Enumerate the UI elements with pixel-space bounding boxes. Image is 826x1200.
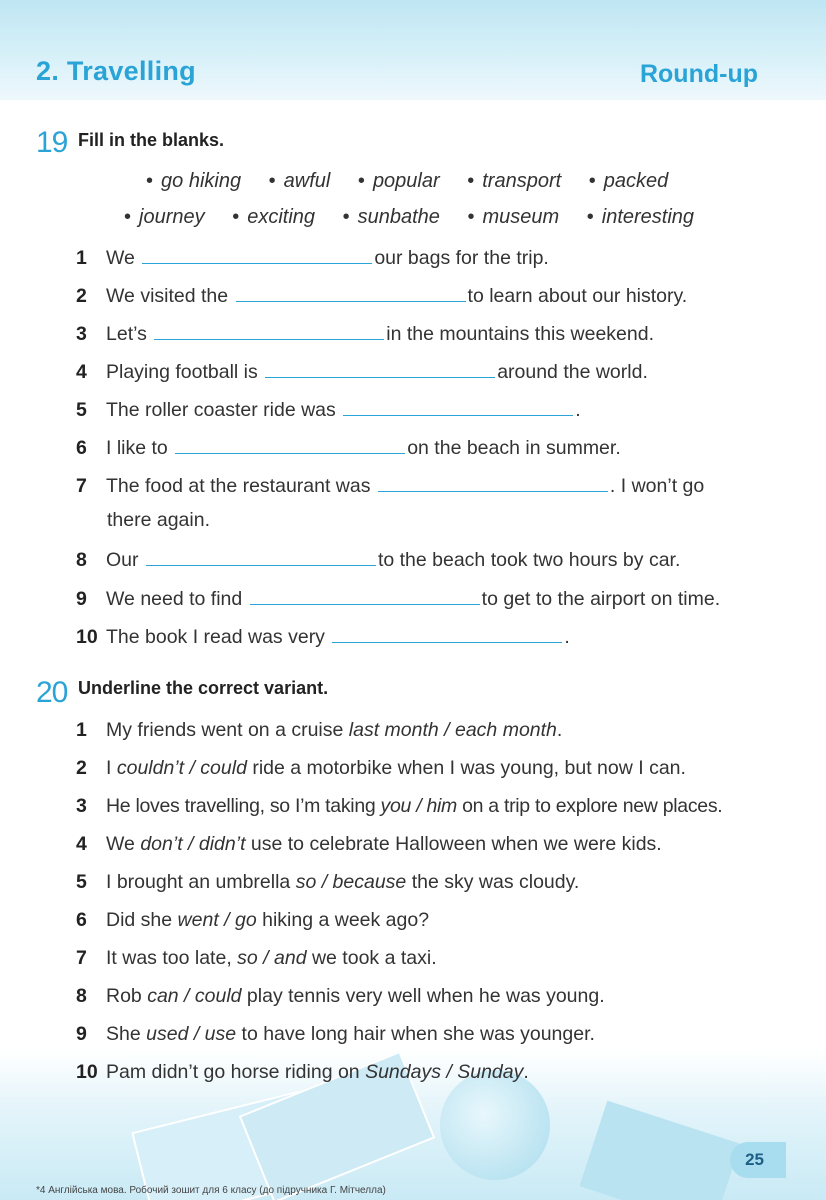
answer-blank[interactable] (265, 359, 495, 378)
ex19-item-8 (76, 547, 680, 572)
item-text-before: We need to find (106, 588, 243, 610)
item-number: 1 (76, 247, 87, 269)
item-text-after: play tennis very well when he was young. (241, 985, 605, 1007)
item-text-after: we took a taxi. (306, 947, 437, 969)
answer-options[interactable]: Sundays / Sunday (365, 1061, 524, 1083)
answer-blank[interactable] (175, 435, 405, 454)
word-bank-item: • interesting (587, 206, 694, 228)
answer-options[interactable]: can / could (147, 985, 242, 1007)
book-illustration (580, 1101, 741, 1200)
ex19-item-10 (76, 624, 570, 649)
answer-options[interactable]: used / use (146, 1023, 237, 1045)
item-text-after: to the beach took two hours by car. (377, 549, 681, 571)
ex19-item-6 (76, 435, 621, 460)
section-title: Round-up (639, 60, 758, 88)
page-number: 25 (745, 1150, 764, 1169)
answer-options[interactable]: you / him (380, 795, 457, 817)
globe-illustration (440, 1070, 550, 1180)
answer-blank[interactable] (236, 283, 466, 302)
item-text-before: We (106, 833, 141, 855)
answer-blank[interactable] (378, 473, 608, 492)
item-text-before: My friends went on a cruise (106, 719, 349, 741)
exercise-20-instruction: Underline the correct variant. (78, 678, 329, 698)
answer-options[interactable]: went / go (177, 909, 257, 931)
item-number: 6 (76, 909, 87, 931)
ex19-item-7 (76, 473, 704, 498)
word-bank-item: • museum (467, 206, 559, 228)
item-text-before: We visited the (106, 285, 229, 307)
item-text-after: to get to the airport on time. (481, 588, 721, 610)
word-bank-item: • journey (124, 206, 205, 228)
exercise-20-number: 20 (36, 676, 68, 709)
item-text-before: I brought an umbrella (106, 871, 296, 893)
item-number: 4 (76, 833, 87, 855)
exercise-19-instruction: Fill in the blanks. (78, 130, 225, 150)
answer-blank[interactable] (142, 245, 372, 264)
item-text-after: on the beach in summer. (407, 437, 621, 459)
item-text-before: He loves travelling, so I’m taking (106, 795, 381, 817)
answer-blank[interactable] (343, 397, 573, 416)
item-number: 1 (76, 719, 87, 741)
item-number: 9 (76, 588, 87, 610)
answer-options[interactable]: so / because (295, 871, 407, 893)
item-number: 7 (76, 475, 87, 497)
item-text-after: hiking a week ago? (256, 909, 430, 931)
item-text-after: to learn about our history. (467, 285, 688, 307)
answer-options[interactable]: so / and (237, 947, 307, 969)
ex20-item-7 (76, 947, 437, 970)
ex19-item-9 (76, 586, 720, 611)
item-text-after: . (575, 399, 581, 421)
item-number: 4 (76, 361, 87, 383)
answer-blank[interactable] (250, 586, 480, 605)
answer-blank[interactable] (332, 624, 562, 643)
item-text-after: ride a motorbike when I was young, but now I can. (246, 757, 686, 779)
item-number: 5 (76, 399, 87, 421)
item-text-before: Our (106, 549, 139, 571)
unit-title: 2. Travelling (36, 56, 196, 86)
ex19-item-5 (76, 397, 581, 422)
item-number: 9 (76, 1023, 87, 1045)
item-number: 6 (76, 437, 87, 459)
item-text-before: It was too late, (106, 947, 238, 969)
item-text-before: We (106, 247, 135, 269)
item-text-before: Did she (106, 909, 178, 931)
ex19-item-3 (76, 321, 654, 346)
word-bank-item: • awful (269, 170, 331, 192)
ex20-item-8 (76, 985, 605, 1008)
answer-blank[interactable] (146, 547, 376, 566)
ex20-item-6 (76, 909, 429, 932)
answer-blank[interactable] (154, 321, 384, 340)
item-text-before: She (106, 1023, 147, 1045)
answer-options[interactable]: last month / each month (348, 719, 557, 741)
item-number: 10 (76, 1061, 98, 1083)
item-text-after: around the world. (497, 361, 648, 383)
footnote: *4 Англійська мова. Робочий зошит для 6 класу (до підручника Г. Мітчелла) (36, 1185, 386, 1196)
ex20-item-3 (76, 795, 722, 818)
word-bank-item: • exciting (232, 206, 315, 228)
ex20-item-5 (76, 871, 579, 894)
item-text-before: The food at the restaurant was (106, 475, 371, 497)
item-text-before: Let’s (106, 323, 147, 345)
item-text-after: . (556, 719, 563, 741)
item-number: 3 (76, 795, 87, 817)
item-number: 7 (76, 947, 87, 969)
item-number: 2 (76, 285, 87, 307)
item-text-before: Pam didn’t go horse riding on (106, 1061, 366, 1083)
item-text-after: . I won’t go (609, 475, 705, 497)
item-text-after: use to celebrate Halloween when we were kids. (245, 833, 662, 855)
exercise-19-number: 19 (36, 126, 68, 159)
word-bank-row-2 (124, 206, 716, 229)
item-text-after: on a trip to explore new places. (456, 795, 723, 817)
item-text-after: the sky was cloudy. (406, 871, 580, 893)
ex19-item-7-continuation: there again. (107, 509, 210, 531)
item-number: 8 (76, 549, 87, 571)
ex19-item-2 (76, 283, 687, 308)
word-bank-item: • packed (589, 170, 669, 192)
item-number: 3 (76, 323, 87, 345)
ex19-item-1 (76, 245, 549, 270)
word-bank-item: • transport (467, 170, 561, 192)
ex20-item-2 (76, 757, 686, 780)
item-text-before: The book I read was very (106, 626, 325, 648)
item-text-after: . (564, 626, 570, 648)
ex19-item-4 (76, 359, 648, 384)
ex20-item-4 (76, 833, 662, 856)
item-text-after: our bags for the trip. (374, 247, 549, 269)
word-bank-row-1 (146, 170, 690, 193)
item-text-after: to have long hair when she was younger. (236, 1023, 595, 1045)
answer-options[interactable]: couldn’t / could (116, 757, 247, 779)
item-text-after: in the mountains this weekend. (386, 323, 655, 345)
ex20-item-1 (76, 719, 562, 742)
item-text-before: I like to (106, 437, 168, 459)
word-bank-item: • go hiking (146, 170, 241, 192)
item-text-before: I (106, 757, 117, 779)
word-bank-item: • sunbathe (343, 206, 440, 228)
item-number: 10 (76, 626, 98, 648)
ex20-item-10 (76, 1061, 529, 1084)
answer-options[interactable]: don’t / didn’t (140, 833, 246, 855)
word-bank-item: • popular (358, 170, 440, 192)
item-number: 8 (76, 985, 87, 1007)
item-text-after: . (523, 1061, 529, 1083)
item-text-before: Playing football is (106, 361, 258, 383)
item-text-before: Rob (106, 985, 148, 1007)
item-text-before: The roller coaster ride was (106, 399, 336, 421)
ex20-item-9 (76, 1023, 595, 1046)
item-number: 5 (76, 871, 87, 893)
item-number: 2 (76, 757, 87, 779)
